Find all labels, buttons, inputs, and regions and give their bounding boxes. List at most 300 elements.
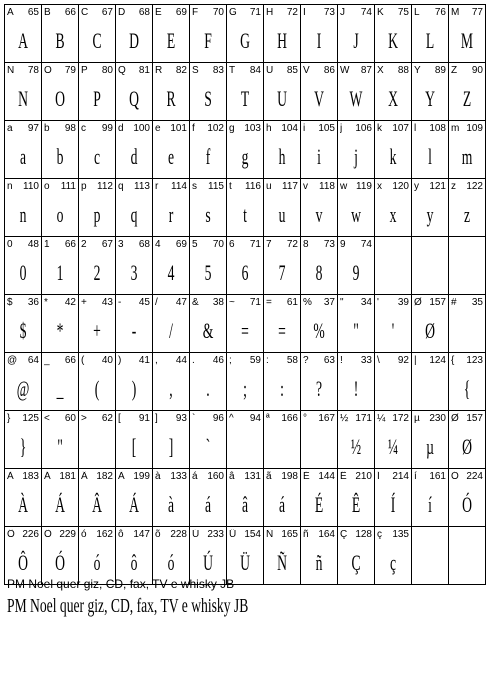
- glyph-character: ~: [229, 297, 235, 308]
- glyph-label: [192, 239, 224, 250]
- glyph-sample: E: [166, 28, 176, 53]
- glyph-cell: [79, 295, 116, 353]
- glyph-label: [155, 297, 187, 308]
- glyph-sample: w: [351, 202, 361, 227]
- glyph-code: 81: [138, 65, 150, 76]
- glyph-sample: !: [353, 376, 359, 401]
- glyph-character: c: [81, 123, 86, 134]
- glyph-sample: =: [278, 318, 286, 343]
- glyph-sample: x: [389, 202, 397, 227]
- glyph-sample: ,: [169, 376, 173, 401]
- glyph-code: 38: [212, 297, 224, 308]
- glyph-character: I: [303, 7, 306, 18]
- glyph-code: 171: [355, 413, 372, 424]
- glyph-label: [155, 123, 187, 134]
- glyph-sample: :: [280, 376, 284, 401]
- glyph-character: Ñ: [266, 529, 274, 540]
- glyph-cell: [42, 295, 79, 353]
- glyph-cell: [5, 237, 42, 295]
- glyph-sample: N: [18, 86, 28, 111]
- glyph-sample: ?: [315, 376, 323, 401]
- glyph-cell: [5, 353, 42, 411]
- glyph-code: 101: [170, 123, 187, 134]
- glyph-code: 116: [245, 181, 261, 192]
- glyph-code: 68: [138, 7, 150, 18]
- glyph-character: i: [303, 123, 306, 134]
- glyph-code: 198: [281, 471, 298, 482]
- glyph-sample: (: [94, 376, 100, 401]
- glyph-cell: [79, 527, 116, 585]
- glyph-label: [229, 355, 261, 366]
- glyph-sample: h: [278, 144, 286, 169]
- glyph-label: [81, 123, 113, 134]
- glyph-code: 45: [138, 297, 150, 308]
- glyph-row: [5, 121, 486, 179]
- glyph-label: [303, 239, 335, 250]
- glyph-sample: C: [92, 28, 102, 53]
- glyph-row: [5, 179, 486, 237]
- glyph-cell: [79, 5, 116, 63]
- glyph-sample: B: [55, 28, 65, 53]
- glyph-cell: [449, 469, 486, 527]
- glyph-character: H: [266, 7, 274, 18]
- glyph-cell: [449, 5, 486, 63]
- glyph-cell: [116, 353, 153, 411]
- glyph-sample: u: [278, 202, 286, 227]
- glyph-label: [303, 181, 335, 192]
- glyph-label: [7, 239, 39, 250]
- glyph-cell: [375, 179, 412, 237]
- glyph-sample: ': [391, 318, 395, 343]
- glyph-character: K: [377, 7, 384, 18]
- glyph-code: 65: [27, 7, 39, 18]
- glyph-label: [118, 7, 150, 18]
- glyph-label: [118, 355, 150, 366]
- glyph-row: [5, 237, 486, 295]
- glyph-label: [377, 529, 409, 540]
- glyph-character: ª: [266, 413, 270, 424]
- glyph-sample: a: [19, 144, 27, 169]
- glyph-cell: [264, 5, 301, 63]
- glyph-character: J: [340, 7, 345, 18]
- glyph-character: Ø: [414, 297, 422, 308]
- glyph-label: [266, 7, 298, 18]
- glyph-code: 147: [133, 529, 150, 540]
- glyph-row: [5, 411, 486, 469]
- glyph-label: [414, 297, 446, 308]
- glyph-cell: [116, 469, 153, 527]
- glyph-cell: [227, 469, 264, 527]
- glyph-character: }: [7, 413, 11, 424]
- glyph-cell: [338, 237, 375, 295]
- glyph-cell: [264, 63, 301, 121]
- sample-text-large: PM Noel quer giz, CD, fax, TV e whisky JB: [7, 595, 249, 617]
- glyph-character: S: [192, 65, 199, 76]
- glyph-sample: Ø: [425, 318, 435, 343]
- glyph-cell: [153, 121, 190, 179]
- glyph-character: y: [414, 181, 419, 192]
- empty-cell: [449, 237, 486, 295]
- glyph-code: 228: [170, 529, 187, 540]
- glyph-code: 110: [23, 181, 39, 192]
- glyph-character: ): [118, 355, 122, 366]
- glyph-character: (: [81, 355, 85, 366]
- glyph-label: [155, 239, 187, 250]
- glyph-label: [377, 297, 409, 308]
- glyph-code: 92: [397, 355, 409, 366]
- glyph-sample: A: [18, 28, 28, 53]
- glyph-sample: í: [428, 492, 432, 517]
- glyph-character: &: [192, 297, 199, 308]
- glyph-sample: H: [277, 28, 287, 53]
- glyph-cell: [79, 63, 116, 121]
- glyph-code: 84: [249, 65, 261, 76]
- glyph-sample: Q: [129, 86, 139, 111]
- glyph-label: [414, 123, 446, 134]
- glyph-code: 165: [281, 529, 298, 540]
- glyph-sample: z: [463, 202, 471, 227]
- glyph-cell: [412, 295, 449, 353]
- glyph-sample: Ó: [55, 550, 65, 575]
- glyph-sample: 4: [167, 260, 175, 285]
- glyph-cell: [116, 179, 153, 237]
- glyph-label: [229, 181, 261, 192]
- glyph-character: Y: [414, 65, 421, 76]
- glyph-sample: S: [204, 86, 212, 111]
- glyph-character: ": [340, 297, 344, 308]
- glyph-character: Ç: [340, 529, 348, 540]
- glyph-sample: {: [463, 376, 471, 401]
- glyph-character: ?: [303, 355, 309, 366]
- glyph-sample: Í: [390, 492, 396, 517]
- glyph-label: [414, 7, 446, 18]
- glyph-cell: [5, 5, 42, 63]
- glyph-character: U: [266, 65, 274, 76]
- glyph-cell: [227, 295, 264, 353]
- glyph-label: [44, 181, 76, 192]
- glyph-sample: ô: [130, 550, 138, 575]
- glyph-character: Z: [451, 65, 458, 76]
- glyph-sample: .: [206, 376, 210, 401]
- glyph-label: [44, 471, 76, 482]
- glyph-cell: [338, 527, 375, 585]
- glyph-code: 86: [323, 65, 335, 76]
- glyph-character: õ: [155, 529, 161, 540]
- glyph-sample: +: [93, 318, 101, 343]
- glyph-code: 61: [286, 297, 298, 308]
- glyph-label: [7, 7, 39, 18]
- glyph-character: E: [155, 7, 162, 18]
- glyph-row: [5, 353, 486, 411]
- glyph-label: [118, 65, 150, 76]
- glyph-cell: [338, 5, 375, 63]
- glyph-label: [44, 413, 76, 424]
- glyph-cell: [227, 63, 264, 121]
- glyph-label: [229, 7, 261, 18]
- glyph-code: 59: [249, 355, 261, 366]
- glyph-sample: t: [243, 202, 247, 227]
- glyph-cell: [153, 295, 190, 353]
- glyph-cell: [153, 179, 190, 237]
- glyph-label: [266, 297, 298, 308]
- glyph-cell: [375, 121, 412, 179]
- glyph-character: g: [229, 123, 235, 134]
- glyph-sample: Y: [425, 86, 435, 111]
- glyph-cell: [264, 237, 301, 295]
- glyph-sample: J: [353, 28, 359, 53]
- glyph-label: [340, 65, 372, 76]
- glyph-label: [451, 471, 483, 482]
- glyph-label: [340, 123, 372, 134]
- glyph-character: r: [155, 181, 159, 192]
- glyph-code: 121: [429, 181, 446, 192]
- glyph-code: 58: [286, 355, 298, 366]
- glyph-code: 77: [471, 7, 483, 18]
- glyph-label: [303, 297, 335, 308]
- glyph-cell: [264, 179, 301, 237]
- glyph-code: 83: [212, 65, 224, 76]
- glyph-cell: [449, 295, 486, 353]
- glyph-cell: [338, 295, 375, 353]
- glyph-sample: k: [389, 144, 397, 169]
- glyph-character: u: [266, 181, 272, 192]
- glyph-sample: Ü: [240, 550, 250, 575]
- glyph-cell: [227, 353, 264, 411]
- glyph-cell: [412, 5, 449, 63]
- glyph-code: 229: [59, 529, 76, 540]
- glyph-cell: [116, 411, 153, 469]
- glyph-cell: [5, 179, 42, 237]
- glyph-character: x: [377, 181, 382, 192]
- glyph-code: 88: [397, 65, 409, 76]
- glyph-sample: s: [205, 202, 211, 227]
- glyph-code: 115: [208, 181, 224, 192]
- glyph-code: 199: [133, 471, 150, 482]
- glyph-cell: [449, 411, 486, 469]
- glyph-label: [155, 181, 187, 192]
- glyph-cell: [301, 5, 338, 63]
- glyph-cell: [42, 121, 79, 179]
- glyph-sample: 1: [56, 260, 64, 285]
- glyph-character: L: [414, 7, 420, 18]
- glyph-label: [377, 355, 409, 366]
- glyph-label: [81, 65, 113, 76]
- glyph-code: 167: [318, 413, 335, 424]
- glyph-label: [266, 355, 298, 366]
- glyph-label: [377, 181, 409, 192]
- glyph-sample: Á: [129, 492, 139, 517]
- glyph-code: 71: [249, 297, 261, 308]
- glyph-code: 113: [134, 181, 150, 192]
- glyph-grid: [4, 4, 486, 585]
- glyph-sample: á: [204, 492, 212, 517]
- glyph-sample: g: [241, 144, 249, 169]
- glyph-character: B: [44, 7, 51, 18]
- glyph-cell: [42, 411, 79, 469]
- glyph-cell: [338, 469, 375, 527]
- glyph-sample: 3: [130, 260, 138, 285]
- glyph-cell: [264, 411, 301, 469]
- glyph-cell: [449, 353, 486, 411]
- glyph-cell: [190, 237, 227, 295]
- glyph-sample: y: [426, 202, 434, 227]
- glyph-cell: [116, 295, 153, 353]
- glyph-character: [: [118, 413, 121, 424]
- glyph-label: [44, 123, 76, 134]
- glyph-label: [340, 471, 372, 482]
- glyph-sample: d: [130, 144, 138, 169]
- empty-cell: [412, 237, 449, 295]
- glyph-cell: [190, 411, 227, 469]
- glyph-cell: [412, 63, 449, 121]
- glyph-cell: [5, 469, 42, 527]
- glyph-cell: [116, 527, 153, 585]
- glyph-character: ó: [81, 529, 87, 540]
- glyph-cell: [42, 469, 79, 527]
- glyph-character: À: [7, 471, 14, 482]
- glyph-character: .: [192, 355, 195, 366]
- glyph-cell: [116, 63, 153, 121]
- glyph-label: [155, 7, 187, 18]
- glyph-label: [44, 65, 76, 76]
- glyph-label: [192, 123, 224, 134]
- glyph-label: [377, 471, 409, 482]
- glyph-code: 70: [212, 239, 224, 250]
- glyph-code: 41: [138, 355, 150, 366]
- glyph-character: b: [44, 123, 50, 134]
- glyph-character: ô: [118, 529, 124, 540]
- glyph-character: Õ: [44, 529, 52, 540]
- glyph-label: [81, 471, 113, 482]
- glyph-label: [155, 355, 187, 366]
- glyph-code: 108: [429, 123, 446, 134]
- glyph-sample: m: [461, 144, 473, 169]
- glyph-label: [7, 297, 39, 308]
- glyph-label: [81, 297, 113, 308]
- glyph-sample: 2: [93, 260, 101, 285]
- glyph-cell: [116, 237, 153, 295]
- glyph-sample: p: [93, 202, 101, 227]
- glyph-cell: [79, 411, 116, 469]
- glyph-sample: v: [315, 202, 323, 227]
- glyph-label: [303, 413, 335, 424]
- glyph-character: ½: [340, 413, 349, 424]
- glyph-character: $: [7, 297, 13, 308]
- glyph-sample: Ô: [18, 550, 28, 575]
- glyph-sample: *: [56, 318, 64, 343]
- glyph-character: +: [81, 297, 87, 308]
- glyph-code: 125: [22, 413, 39, 424]
- glyph-sample: ): [131, 376, 137, 401]
- glyph-cell: [449, 179, 486, 237]
- glyph-code: 112: [97, 181, 113, 192]
- glyph-cell: [301, 121, 338, 179]
- glyph-cell: [190, 5, 227, 63]
- glyph-cell: [301, 295, 338, 353]
- glyph-character: T: [229, 65, 236, 76]
- glyph-label: [377, 65, 409, 76]
- glyph-cell: [42, 5, 79, 63]
- glyph-code: 69: [175, 7, 187, 18]
- glyph-label: [303, 355, 335, 366]
- glyph-character: t: [229, 181, 232, 192]
- glyph-character: *: [44, 297, 48, 308]
- glyph-label: [303, 7, 335, 18]
- glyph-cell: [5, 527, 42, 585]
- glyph-character: í: [414, 471, 417, 482]
- glyph-label: [303, 123, 335, 134]
- glyph-cell: [301, 353, 338, 411]
- glyph-cell: [264, 527, 301, 585]
- glyph-label: [229, 123, 261, 134]
- glyph-code: 80: [101, 65, 113, 76]
- glyph-character: @: [7, 355, 18, 366]
- glyph-row: [5, 63, 486, 121]
- glyph-code: 93: [175, 413, 187, 424]
- glyph-character: 2: [81, 239, 87, 250]
- glyph-code: 79: [64, 65, 76, 76]
- glyph-sample: o: [56, 202, 64, 227]
- glyph-sample: b: [56, 144, 64, 169]
- glyph-sample: à: [167, 492, 175, 517]
- glyph-code: 97: [27, 123, 39, 134]
- glyph-cell: [301, 411, 338, 469]
- glyph-character: C: [81, 7, 89, 18]
- glyph-code: 60: [64, 413, 76, 424]
- glyph-label: [81, 7, 113, 18]
- glyph-label: [192, 355, 224, 366]
- glyph-cell: [153, 353, 190, 411]
- glyph-character: Í: [377, 471, 380, 482]
- glyph-code: 230: [429, 413, 446, 424]
- glyph-cell: [375, 353, 412, 411]
- glyph-label: [81, 355, 113, 366]
- glyph-character: °: [303, 413, 307, 424]
- glyph-sample: [: [131, 434, 137, 459]
- glyph-code: 128: [355, 529, 372, 540]
- glyph-label: [118, 529, 150, 540]
- glyph-sample: F: [204, 28, 212, 53]
- glyph-sample: X: [388, 86, 398, 111]
- glyph-sample: &: [202, 318, 214, 343]
- glyph-cell: [301, 179, 338, 237]
- glyph-character: Ó: [451, 471, 459, 482]
- glyph-cell: [5, 295, 42, 353]
- glyph-sample: 8: [315, 260, 323, 285]
- glyph-cell: [42, 353, 79, 411]
- glyph-label: [340, 239, 372, 250]
- glyph-character: Â: [81, 471, 88, 482]
- glyph-cell: [79, 121, 116, 179]
- glyph-code: 181: [59, 471, 76, 482]
- glyph-sample: L: [425, 28, 435, 53]
- glyph-label: [377, 123, 409, 134]
- glyph-label: [192, 65, 224, 76]
- glyph-row: [5, 527, 486, 585]
- glyph-character: a: [7, 123, 13, 134]
- glyph-character: á: [192, 471, 198, 482]
- glyph-character: /: [155, 297, 158, 308]
- glyph-label: [44, 355, 76, 366]
- glyph-character: |: [414, 355, 417, 366]
- glyph-row: [5, 5, 486, 63]
- glyph-code: 75: [397, 7, 409, 18]
- glyph-character: !: [340, 355, 343, 366]
- glyph-code: 214: [392, 471, 409, 482]
- glyph-cell: [79, 179, 116, 237]
- glyph-character: s: [192, 181, 197, 192]
- glyph-code: 114: [171, 181, 187, 192]
